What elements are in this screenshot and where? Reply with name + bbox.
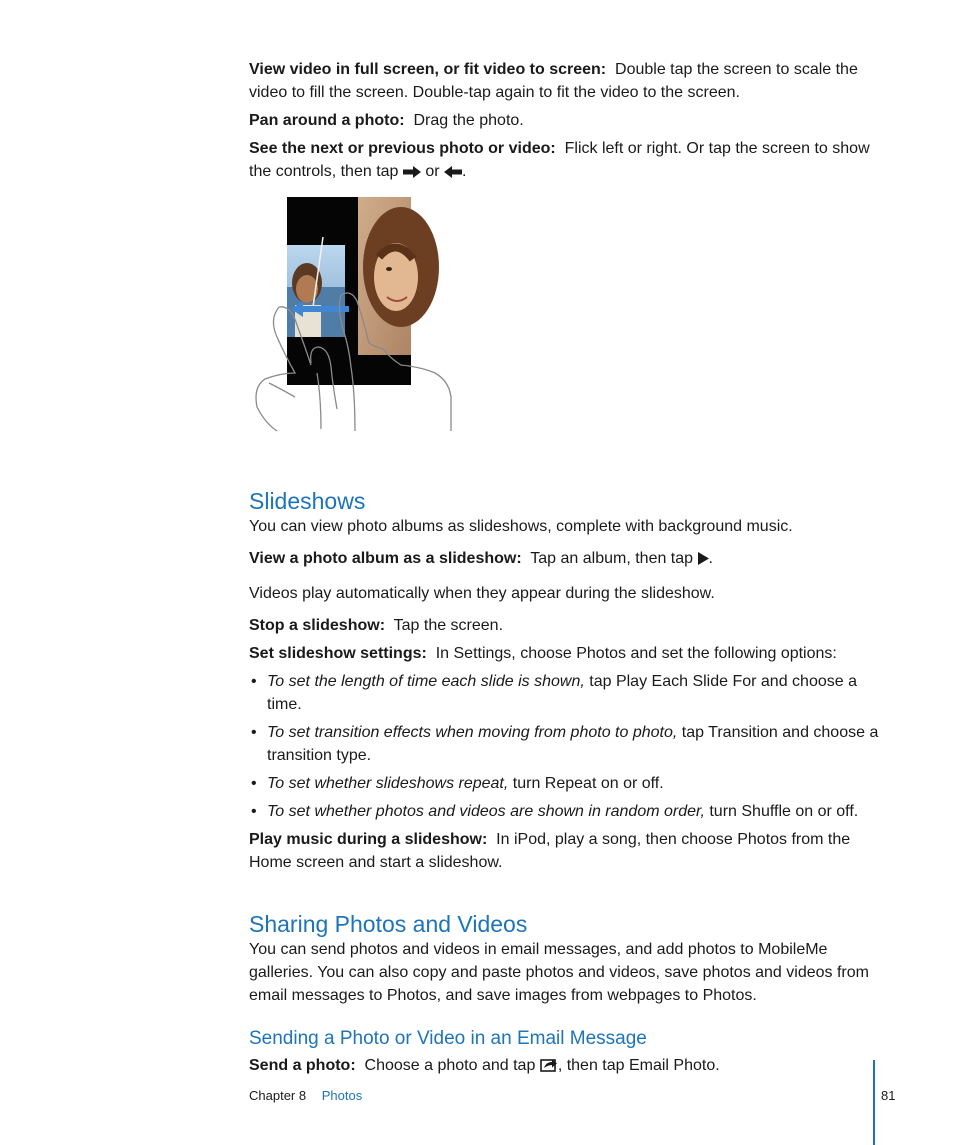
stop-slideshow-text: Tap the screen. bbox=[393, 617, 504, 634]
view-album-text: Tap an album, then tap bbox=[530, 550, 694, 567]
slideshows-heading: Slideshows bbox=[249, 488, 366, 514]
chapter-name: Photos bbox=[321, 1088, 363, 1103]
send-photo-text: Choose a photo and tap bbox=[364, 1057, 536, 1074]
period-text: . bbox=[462, 163, 467, 180]
bullet-text: turn Repeat on or off. bbox=[512, 775, 664, 792]
list-item bbox=[249, 670, 879, 716]
slideshow-options-list bbox=[249, 670, 879, 823]
flick-photo-illustration bbox=[251, 197, 481, 437]
slideshow-settings-text: In Settings, choose Photos and set the following options: bbox=[435, 645, 837, 662]
email-subheading: Sending a Photo or Video in an Email Message bbox=[249, 1028, 647, 1049]
slideshows-intro: You can view photo albums as slideshows, complete with background music. bbox=[249, 518, 793, 535]
fullscreen-tip bbox=[249, 58, 879, 104]
page-number: 81 bbox=[881, 1088, 896, 1103]
fullscreen-term: View video in full screen, or fit video to screen: bbox=[249, 61, 607, 78]
bullet-marker: • bbox=[251, 803, 257, 820]
play-music-term: Play music during a slideshow: bbox=[249, 831, 488, 848]
share-icon bbox=[540, 1057, 558, 1072]
play-music-text: In iPod, play a song, then choose Photos from the Home screen and start a slideshow. bbox=[249, 831, 851, 871]
list-item bbox=[249, 721, 879, 767]
play-icon bbox=[698, 552, 709, 565]
list-item bbox=[249, 800, 879, 823]
flick-illustration-graphic bbox=[251, 197, 481, 437]
stop-slideshow-term: Stop a slideshow: bbox=[249, 617, 386, 634]
bullet-text: turn Shuffle on or off. bbox=[709, 803, 859, 820]
page-footer bbox=[249, 1088, 362, 1103]
view-album-end: . bbox=[708, 550, 713, 567]
videos-note: Videos play automatically when they appear during the slideshow. bbox=[249, 585, 715, 602]
bullet-text: tap Transition and choose a transition type. bbox=[267, 724, 879, 764]
send-photo-tip bbox=[249, 1054, 879, 1077]
bullet-text: tap Play Each Slide For and choose a time. bbox=[267, 673, 857, 713]
bullet-marker: • bbox=[251, 724, 257, 741]
bullet-italic: To set the length of time each slide is shown, bbox=[267, 673, 585, 690]
pan-tip bbox=[249, 109, 879, 132]
pan-term: Pan around a photo: bbox=[249, 112, 405, 129]
bullet-italic: To set whether slideshows repeat, bbox=[267, 775, 509, 792]
list-item bbox=[249, 772, 879, 795]
footer-divider bbox=[873, 1060, 875, 1145]
bullet-italic: To set whether photos and videos are shown in random order, bbox=[267, 803, 705, 820]
bullet-marker: • bbox=[251, 673, 257, 690]
pan-text: Drag the photo. bbox=[413, 112, 524, 129]
sharing-intro: You can send photos and videos in email messages, and add photos to MobileMe galleries. You can also copy and paste photos and videos, save photos and videos from email messages to Photos, and save images from webpages to Photos. bbox=[249, 941, 869, 1004]
bullet-italic: To set transition effects when moving from photo to photo, bbox=[267, 724, 678, 741]
next-previous-term: See the next or previous photo or video: bbox=[249, 140, 556, 157]
next-previous-tip bbox=[249, 137, 879, 183]
slideshow-settings-tip bbox=[249, 642, 879, 665]
left-arrow-icon bbox=[444, 166, 462, 178]
next-previous-text: Flick left or right. Or tap the screen to show the controls, then tap bbox=[249, 140, 870, 180]
fullscreen-text: Double tap the screen to scale the video to fill the screen. Double-tap again to fit the video to the screen. bbox=[249, 61, 858, 101]
stop-slideshow-tip bbox=[249, 614, 879, 637]
view-album-term: View a photo album as a slideshow: bbox=[249, 550, 522, 567]
send-photo-term: Send a photo: bbox=[249, 1057, 356, 1074]
bullet-marker: • bbox=[251, 775, 257, 792]
page-content bbox=[249, 58, 879, 1077]
view-album-tip bbox=[249, 547, 879, 570]
send-photo-text-end: , then tap Email Photo. bbox=[557, 1057, 720, 1074]
chapter-label: Chapter 8 bbox=[249, 1088, 307, 1103]
slideshow-settings-term: Set slideshow settings: bbox=[249, 645, 427, 662]
or-text: or bbox=[425, 163, 440, 180]
right-arrow-icon bbox=[403, 166, 421, 178]
sharing-heading: Sharing Photos and Videos bbox=[249, 911, 528, 937]
play-music-tip bbox=[249, 828, 879, 874]
